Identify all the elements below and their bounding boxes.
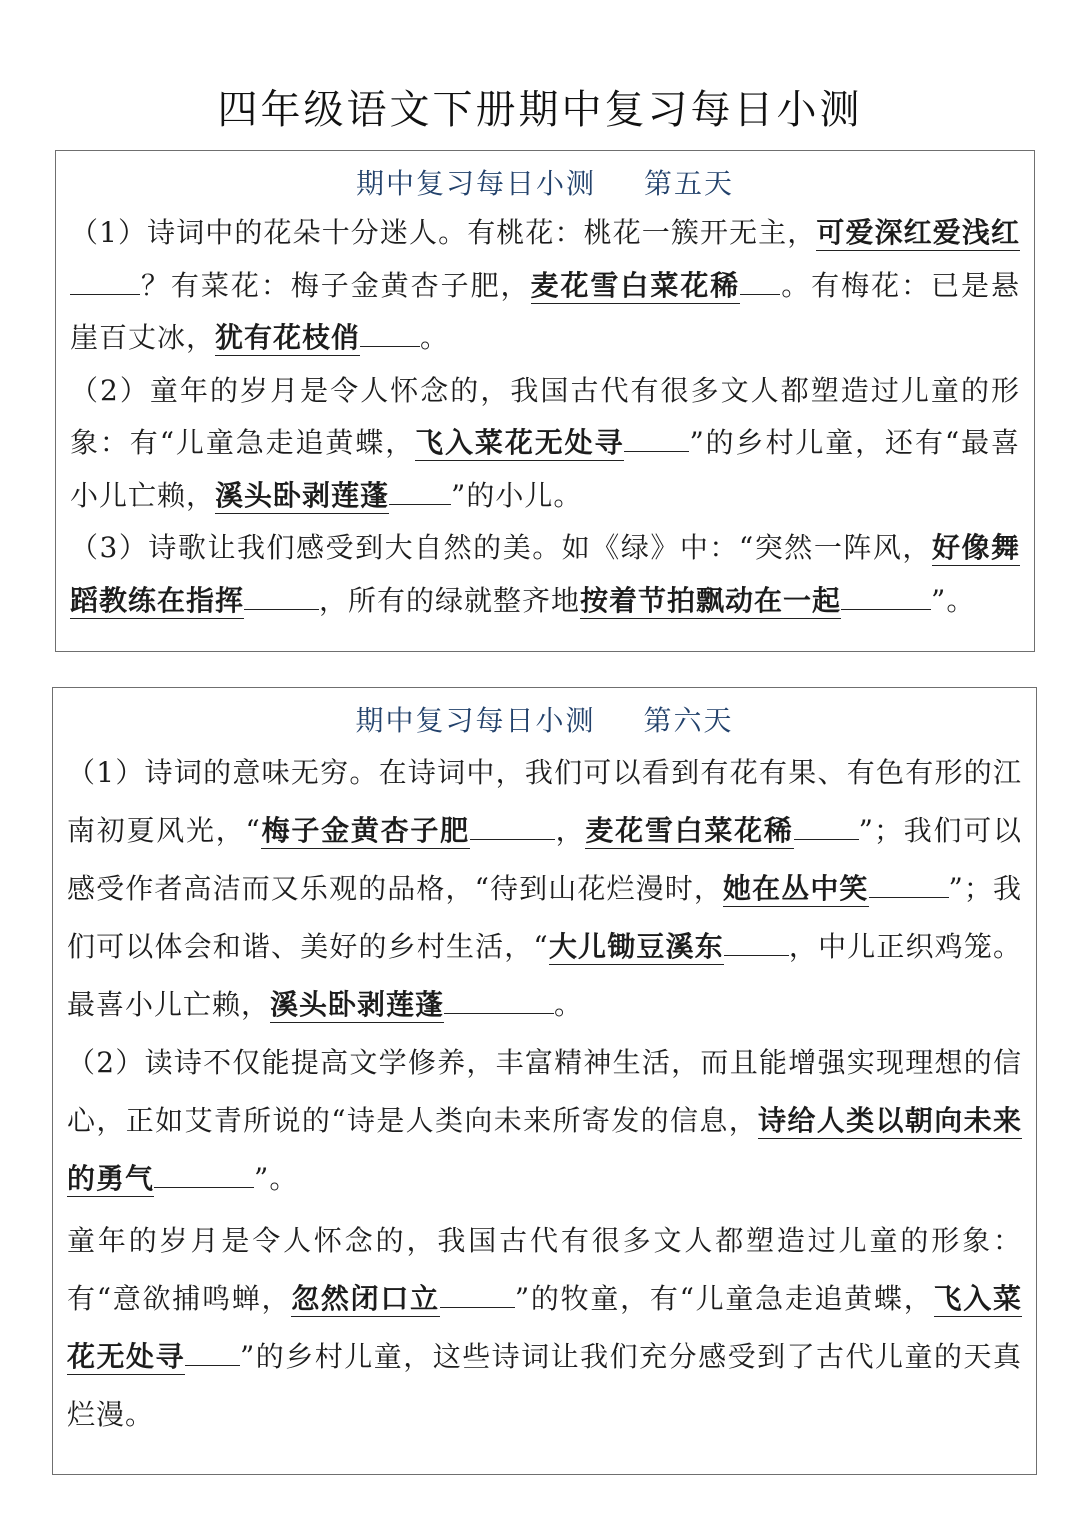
answer-blank: 飞入菜花无处寻 <box>67 1282 1022 1373</box>
question-paragraph: （1）诗词的意味无穷。在诗词中，我们可以看到有花有果、有色有形的江南初夏风光，“梅子金黄杏子肥 ，麦花雪白菜花稀 ”；我们可以感受作者高洁而又乐观的品格，“待到山花烂漫时，她在丛中笑 ”；我们可以体会和谐、美好的乡村生活，“大儿锄豆溪东 ，中儿正织鸡笼。最喜小儿亡赖，溪头卧剥莲蓬 。 <box>67 756 1022 1021</box>
question-paragraph: （1）诗词中的花朵十分迷人。有桃花：桃花一簇开无主，可爱深红爱浅红？有菜花：梅子金黄杏子肥，麦花雪白菜花稀 。有梅花：已是悬崖百丈冰，犹有花枝俏 。 <box>70 216 1020 354</box>
answer-blank: 梅子金黄杏子肥 <box>260 814 470 847</box>
answer-blank: 飞入菜花无处寻 <box>415 426 625 459</box>
question-paragraph: 童年的岁月是令人怀念的，我国古代有很多文人都塑造过儿童的形象：有“意欲捕鸣蝉，忽然闭口立 ”的牧童，有“儿童急走追黄蝶，飞入菜花无处寻 ”的乡村儿童，这些诗词让我们充分感受到了古代儿童的天真烂漫。 <box>67 1224 1022 1431</box>
quiz-card-day-6 <box>52 687 1037 1475</box>
quiz-card-day-5 <box>55 150 1035 652</box>
answer-blank: 大儿锄豆溪东 <box>548 930 724 963</box>
answer-blank: 诗给人类以朝向未来的勇气 <box>67 1104 1022 1195</box>
answer-blank: 溪头卧剥莲蓬 <box>270 988 445 1021</box>
answer-blank: 好像舞蹈教练在指挥 <box>70 531 1020 617</box>
answer-blank: 她在丛中笑 <box>722 872 869 905</box>
answer-blank: 溪头卧剥莲蓬 <box>215 478 390 512</box>
question-paragraph: （2）读诗不仅能提高文学修养，丰富精神生活，而且能增强实现理想的信心，正如艾青所说的“诗是人类向未来所寄发的信息，诗给人类以朝向未来的勇气 ”。 <box>67 1046 1022 1195</box>
answer-blank: 麦花雪白菜花稀 <box>585 814 794 847</box>
card-heading-text: 期中复习每日小测 <box>355 704 596 737</box>
answer-blank: 忽然闭口立 <box>291 1282 440 1315</box>
card-day-label: 第六天 <box>643 704 734 737</box>
page-title: 四年级语文下册期中复习每日小测 <box>217 87 863 133</box>
card-heading-text: 期中复习每日小测 <box>355 167 596 200</box>
card-heading <box>67 698 1022 744</box>
card-day-label: 第五天 <box>644 167 735 200</box>
answer-blank: 犹有花枝俏 <box>215 321 361 354</box>
answer-blank: 可爱深红爱浅红 <box>816 216 1020 249</box>
question-paragraph: （2）童年的岁月是令人怀念的，我国古代有很多文人都塑造过儿童的形象：有“儿童急走追黄蝶，飞入菜花无处寻 ”的乡村儿童，还有“最喜小儿亡赖，溪头卧剥莲蓬 ”的小儿。 <box>70 373 1020 512</box>
question-paragraph: （3）诗歌让我们感受到大自然的美。如《绿》中：“突然一阵风，好像舞蹈教练在指挥 ，所有的绿就整齐地按着节拍飘动在一起 ”。 <box>70 531 1020 617</box>
card-heading <box>70 161 1020 207</box>
answer-blank: 按着节拍飘动在一起 <box>580 583 842 617</box>
answer-blank: 麦花雪白菜花稀 <box>530 268 741 302</box>
